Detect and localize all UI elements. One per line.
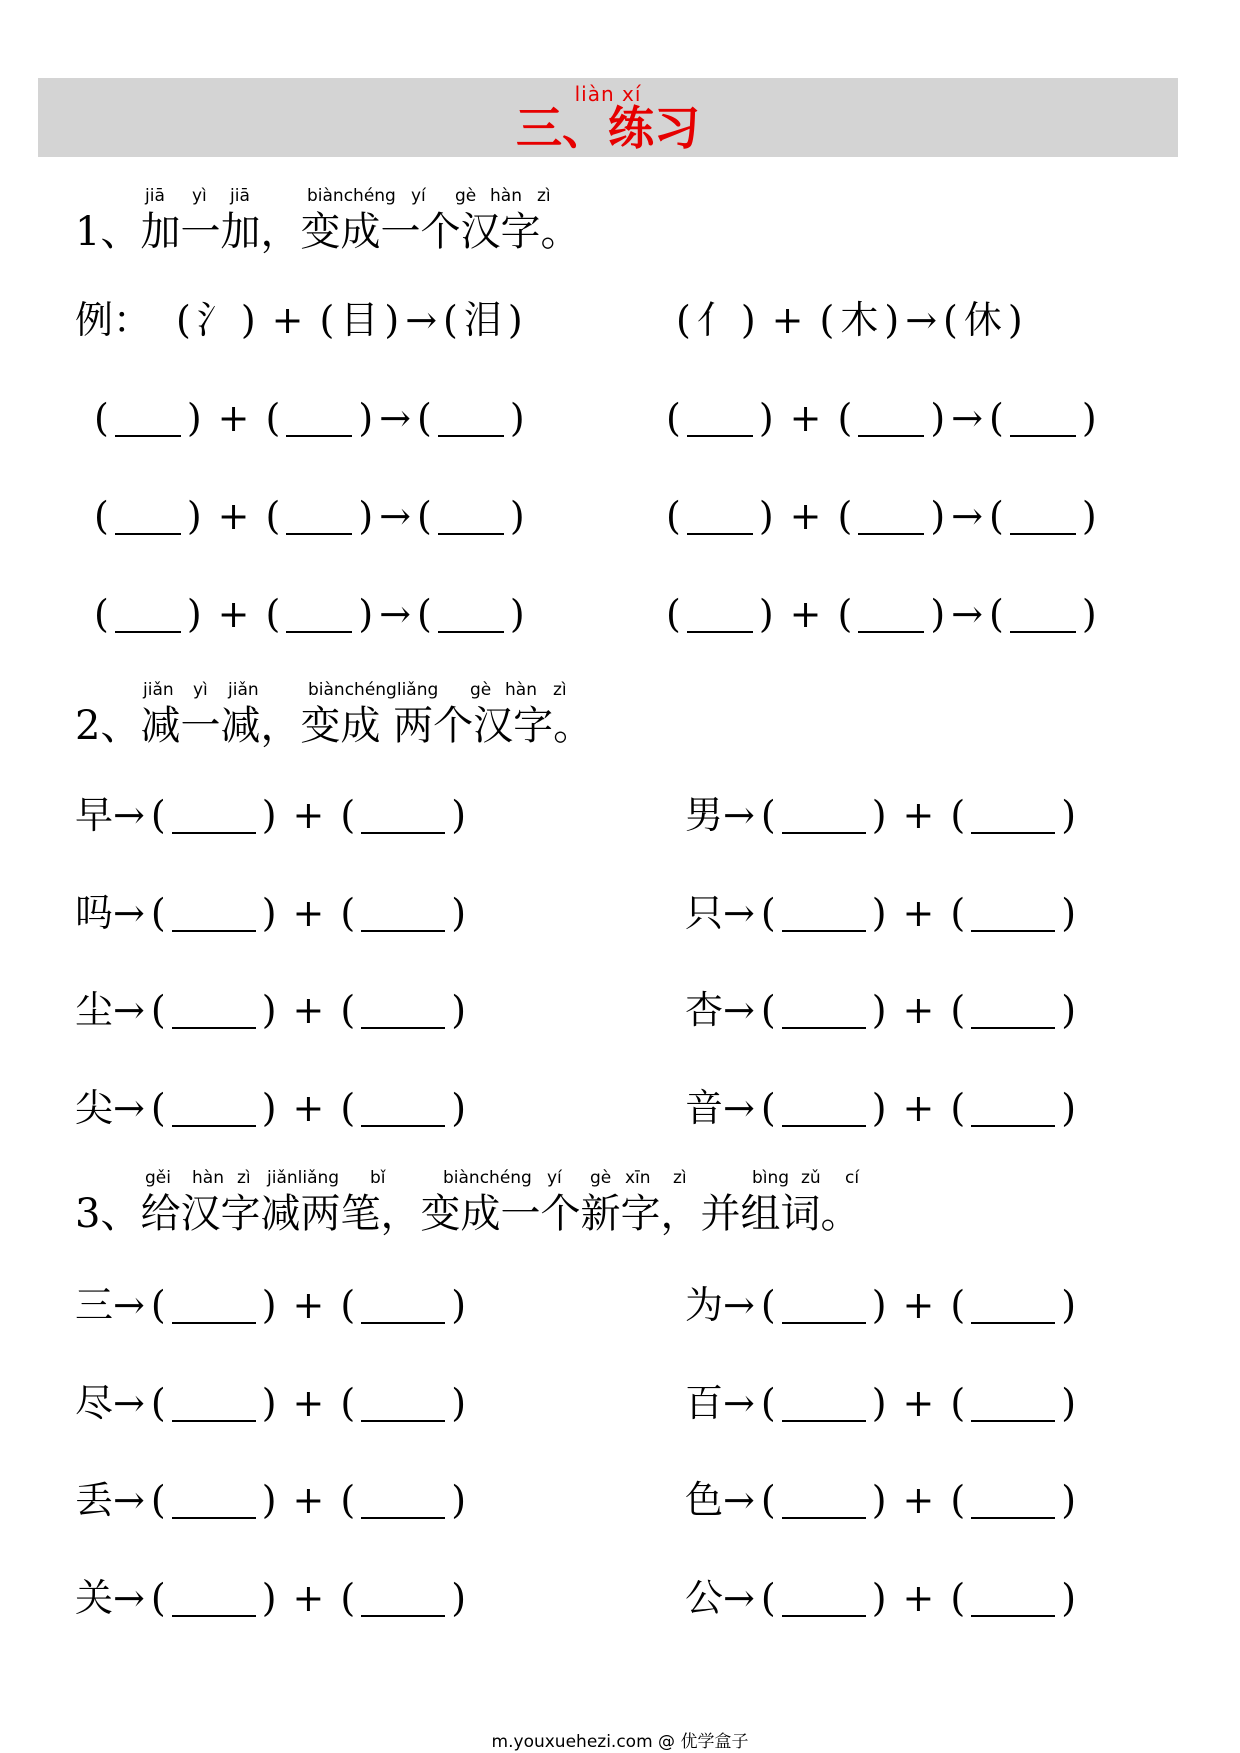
answer-blank[interactable]: [438, 395, 504, 437]
pinyin-syllable: jiā: [230, 186, 250, 206]
stroke-row: [0, 1470, 1240, 1530]
answer-blank[interactable]: [172, 1282, 256, 1324]
split-equation: 早→ ( ) + ( ): [75, 793, 467, 837]
example-part: 目: [340, 298, 379, 342]
add-equation: ( ) + ( ) → ( ): [94, 494, 525, 538]
footer-source: m.youxuehezi.com @ 优学盒子: [491, 1732, 749, 1752]
source-char: 只: [685, 891, 724, 935]
section-3-heading: 3、给汉字减两笔，变成一个新字，并组词。: [75, 1191, 861, 1237]
example-row: [0, 290, 1240, 350]
answer-blank[interactable]: [971, 987, 1055, 1029]
answer-blank[interactable]: [361, 792, 445, 834]
pinyin-syllable: zì: [237, 1168, 251, 1188]
pinyin-syllable: gěi: [145, 1168, 171, 1188]
answer-blank[interactable]: [971, 1575, 1055, 1617]
stroke-equation: 关→ ( ) + ( ): [75, 1576, 467, 1620]
answer-blank[interactable]: [858, 591, 924, 633]
source-char: 男: [685, 793, 724, 837]
pinyin-syllable: zì: [673, 1168, 687, 1188]
answer-blank[interactable]: [687, 591, 753, 633]
header-bar: [38, 78, 1178, 157]
answer-blank[interactable]: [172, 1085, 256, 1127]
example-result: 泪: [463, 298, 502, 342]
stroke-equation: 公→ ( ) + ( ): [685, 1576, 1077, 1620]
answer-blank[interactable]: [971, 1085, 1055, 1127]
add-equation: ( ) + ( ) → ( ): [666, 494, 1097, 538]
answer-blank[interactable]: [971, 1380, 1055, 1422]
answer-blank[interactable]: [361, 1380, 445, 1422]
split-equation: 杏→ ( ) + ( ): [685, 988, 1077, 1032]
source-char: 吗: [75, 891, 114, 935]
stroke-equation: 色→ ( ) + ( ): [685, 1478, 1077, 1522]
split-row: [0, 980, 1240, 1040]
source-char: 尖: [75, 1086, 114, 1130]
pinyin-syllable: hàn: [490, 186, 522, 206]
section-1-heading: 1、加一加，变成一个汉字。: [75, 209, 581, 255]
split-row: [0, 883, 1240, 943]
answer-blank[interactable]: [782, 890, 866, 932]
source-char: 音: [685, 1086, 724, 1130]
header-pinyin: liàn xí: [574, 82, 642, 106]
stroke-row: [0, 1275, 1240, 1335]
add-equation: ( ) + ( ) → ( ): [666, 396, 1097, 440]
stroke-row: [0, 1373, 1240, 1433]
answer-blank[interactable]: [115, 395, 181, 437]
answer-blank[interactable]: [286, 591, 352, 633]
pinyin-syllable: jiǎnliǎng: [267, 1168, 340, 1188]
stroke-equation: 尽→ ( ) + ( ): [75, 1381, 467, 1425]
pinyin-syllable: xīn: [625, 1168, 651, 1188]
answer-blank[interactable]: [971, 1477, 1055, 1519]
pinyin-syllable: yí: [411, 186, 426, 206]
pinyin-syllable: jiā: [145, 186, 165, 206]
pinyin-syllable: zǔ: [801, 1168, 821, 1188]
answer-blank[interactable]: [361, 987, 445, 1029]
answer-blank[interactable]: [1010, 591, 1076, 633]
answer-blank[interactable]: [858, 493, 924, 535]
answer-blank[interactable]: [782, 1380, 866, 1422]
pinyin-syllable: bǐ: [370, 1168, 386, 1188]
example-equation: ( 亻 ) + ( 木 ) → ( 休 ): [676, 298, 1023, 342]
answer-blank[interactable]: [361, 890, 445, 932]
answer-blank[interactable]: [172, 890, 256, 932]
source-char: 色: [685, 1478, 724, 1522]
pinyin-syllable: gè: [455, 186, 477, 206]
answer-blank[interactable]: [971, 1282, 1055, 1324]
example-result: 休: [963, 298, 1002, 342]
source-char: 丢: [75, 1478, 114, 1522]
split-row: [0, 785, 1240, 845]
pinyin-syllable: yì: [192, 186, 207, 206]
pinyin-syllable: jiǎn: [143, 680, 174, 700]
pinyin-syllable: yì: [193, 680, 208, 700]
pinyin-syllable: zì: [537, 186, 551, 206]
answer-blank[interactable]: [858, 395, 924, 437]
add-equation: ( ) + ( ) → ( ): [94, 592, 525, 636]
pinyin-syllable: biànchéng: [443, 1168, 532, 1188]
split-row: [0, 1078, 1240, 1138]
split-equation: 吗→ ( ) + ( ): [75, 891, 467, 935]
source-char: 杏: [685, 988, 724, 1032]
answer-blank[interactable]: [172, 1477, 256, 1519]
answer-blank[interactable]: [782, 1575, 866, 1617]
source-char: 早: [75, 793, 114, 837]
answer-blank[interactable]: [782, 1282, 866, 1324]
split-equation: 尘→ ( ) + ( ): [75, 988, 467, 1032]
source-char: 三: [75, 1283, 114, 1327]
example-equation: ( 氵 ) + ( 目 ) → ( 泪 ): [176, 298, 523, 342]
pinyin-syllable: zì: [553, 680, 567, 700]
pinyin-syllable: biànchéngliǎng: [308, 680, 439, 700]
answer-blank[interactable]: [971, 890, 1055, 932]
answer-blank[interactable]: [782, 792, 866, 834]
split-equation: 男→ ( ) + ( ): [685, 793, 1077, 837]
answer-blank[interactable]: [438, 591, 504, 633]
pinyin-syllable: hàn: [192, 1168, 224, 1188]
pinyin-syllable: gè: [470, 680, 492, 700]
answer-blank[interactable]: [286, 493, 352, 535]
answer-blank[interactable]: [286, 395, 352, 437]
answer-blank[interactable]: [115, 591, 181, 633]
source-char: 尘: [75, 988, 114, 1032]
pinyin-syllable: biànchéng: [307, 186, 396, 206]
answer-blank[interactable]: [361, 1282, 445, 1324]
split-equation: 尖→ ( ) + ( ): [75, 1086, 467, 1130]
source-char: 为: [685, 1283, 724, 1327]
example-part: 木: [840, 298, 879, 342]
answer-blank[interactable]: [361, 1575, 445, 1617]
add-equation: ( ) + ( ) → ( ): [94, 396, 525, 440]
stroke-equation: 丢→ ( ) + ( ): [75, 1478, 467, 1522]
source-char: 尽: [75, 1381, 114, 1425]
source-char: 关: [75, 1576, 114, 1620]
answer-blank[interactable]: [115, 493, 181, 535]
answer-blank[interactable]: [172, 792, 256, 834]
source-char: 百: [685, 1381, 724, 1425]
section-2-heading: 2、减一减，变成 两个汉字。: [75, 703, 594, 749]
add-equation: ( ) + ( ) → ( ): [666, 592, 1097, 636]
answer-blank[interactable]: [782, 987, 866, 1029]
pinyin-syllable: bìng: [752, 1168, 790, 1188]
answer-blank[interactable]: [172, 1380, 256, 1422]
example-label: 例：: [75, 298, 152, 342]
answer-blank[interactable]: [438, 493, 504, 535]
answer-blank[interactable]: [971, 792, 1055, 834]
answer-blank[interactable]: [782, 1477, 866, 1519]
answer-blank[interactable]: [1010, 395, 1076, 437]
page-title: 三、练习: [516, 101, 700, 155]
add-row: [0, 388, 1240, 448]
add-row: [0, 584, 1240, 644]
answer-blank[interactable]: [1010, 493, 1076, 535]
stroke-equation: 为→ ( ) + ( ): [685, 1283, 1077, 1327]
answer-blank[interactable]: [361, 1477, 445, 1519]
stroke-row: [0, 1568, 1240, 1628]
stroke-equation: 百→ ( ) + ( ): [685, 1381, 1077, 1425]
answer-blank[interactable]: [361, 1085, 445, 1127]
split-equation: 只→ ( ) + ( ): [685, 891, 1077, 935]
pinyin-syllable: cí: [845, 1168, 860, 1188]
pinyin-syllable: yí: [547, 1168, 562, 1188]
pinyin-syllable: jiǎn: [228, 680, 259, 700]
example-part: 亻: [696, 298, 735, 342]
add-row: [0, 486, 1240, 546]
stroke-equation: 三→ ( ) + ( ): [75, 1283, 467, 1327]
answer-blank[interactable]: [687, 493, 753, 535]
split-equation: 音→ ( ) + ( ): [685, 1086, 1077, 1130]
source-char: 公: [685, 1576, 724, 1620]
answer-blank[interactable]: [172, 1575, 256, 1617]
example-part: 氵: [196, 298, 235, 342]
answer-blank[interactable]: [172, 987, 256, 1029]
answer-blank[interactable]: [782, 1085, 866, 1127]
pinyin-syllable: gè: [590, 1168, 612, 1188]
pinyin-syllable: hàn: [505, 680, 537, 700]
answer-blank[interactable]: [687, 395, 753, 437]
